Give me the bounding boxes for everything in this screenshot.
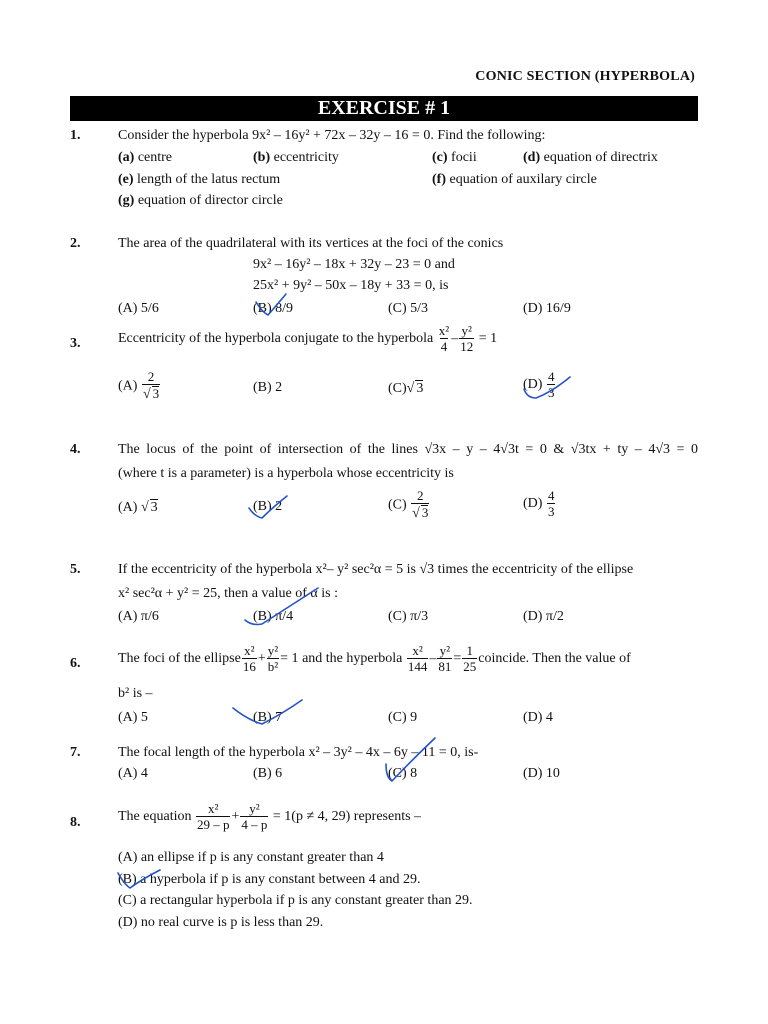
question-number: 2. (70, 236, 81, 251)
denominator: 81 (438, 658, 452, 674)
fraction-y2-over-b2 (267, 644, 279, 673)
numerator: x² (208, 801, 219, 816)
numerator: x² (412, 643, 423, 658)
option-b: (B) π/4 (253, 609, 294, 624)
fraction-x2-over-4 (438, 324, 450, 353)
part-label: (d) (523, 150, 541, 165)
question-stem-line-1 (118, 644, 631, 673)
part-label: (b) (253, 150, 271, 165)
option-b: (B) 2 (253, 499, 283, 514)
question-number: 1. (70, 128, 81, 143)
exercise-banner: EXERCISE # 1 (70, 96, 698, 121)
question-number: 4. (70, 442, 81, 457)
denominator: 25 (463, 658, 477, 674)
equals-sign: = (453, 650, 462, 666)
minus-sign: – (429, 650, 437, 666)
part-label: (a) (118, 150, 135, 165)
denominator: 4 – p (241, 816, 268, 832)
part-b (253, 150, 339, 166)
radicand: 3 (152, 385, 160, 401)
question-stem (118, 324, 497, 353)
option-a (118, 370, 161, 402)
denominator: 16 (242, 658, 256, 674)
option-b: (B) 6 (253, 766, 283, 781)
option-c: (C) 5/3 (388, 301, 429, 316)
option-a: (A) 5 (118, 710, 148, 725)
numerator: y² (439, 643, 451, 658)
numerator: 4 (547, 369, 555, 384)
part-a (118, 150, 172, 166)
plus-sign: + (231, 808, 240, 824)
question-stem (118, 802, 421, 831)
option-c: (C) 9 (388, 710, 418, 725)
option-a: (A) an ellipse if p is any constant greater than 4 (118, 850, 384, 865)
fraction-1-over-25 (462, 644, 477, 673)
question-7 (70, 745, 700, 790)
option-a: (A) 5/6 (118, 301, 159, 316)
option-b: (B) 8/9 (253, 301, 294, 316)
option-b: (B) 7 (253, 710, 283, 725)
radicand: 3 (421, 504, 429, 520)
numerator: x² (244, 643, 255, 658)
fraction-y2-over-4-minus-p (240, 802, 268, 831)
part-d (523, 150, 658, 166)
denominator: 3 (547, 384, 555, 400)
numerator: y² (267, 643, 279, 658)
denominator: 12 (460, 338, 474, 354)
option-a: (A) 4 (118, 766, 148, 781)
stem-text: coincide. Then the value of (478, 650, 631, 666)
radicand: 3 (150, 500, 158, 515)
part-text: equation of director circle (134, 193, 283, 208)
stem-text: The equation (118, 808, 192, 824)
option-d: (D) 16/9 (523, 301, 571, 316)
option-label: (C) (388, 497, 407, 513)
option-d: (D) no real curve is p is less than 29. (118, 915, 324, 930)
denominator: √ 3 (412, 504, 429, 521)
option-label: (D) (523, 495, 543, 511)
numerator: 4 (547, 488, 555, 503)
question-stem-line-1: The locus of the point of intersection of the lines √3x – y – 4√3t = 0 & √3tx + ty – 4√3 = 0 (118, 442, 698, 457)
part-label: (e) (118, 172, 134, 187)
option-b: (B) 2 (253, 380, 283, 395)
question-number: 6. (70, 656, 81, 671)
option-label: (A) (118, 500, 138, 515)
denominator: 144 (407, 658, 428, 674)
option-a: (A) π/6 (118, 609, 159, 624)
question-stem: Consider the hyperbola 9x² – 16y² + 72x – 32y – 16 = 0. Find the following: (118, 128, 546, 143)
numerator: 2 (417, 488, 424, 503)
denominator: 3 (547, 503, 555, 519)
denominator: √ 3 (142, 385, 160, 402)
fraction-y2-over-81 (437, 644, 452, 673)
conic-equation-2: 25x² + 9y² – 50x – 18y + 33 = 0, is (253, 278, 449, 293)
part-g (118, 193, 283, 209)
question-stem-line-2: x² sec²α + y² = 25, then a value of α is : (118, 586, 338, 601)
option-label: (D) (523, 376, 543, 392)
option-c: (C) 8 (388, 766, 418, 781)
question-8 (70, 800, 700, 935)
option-b: (B) a hyperbola if p is any constant between 4 and 29. (118, 872, 421, 887)
part-label: (f) (432, 172, 446, 187)
part-text: equation of auxilary circle (446, 172, 597, 187)
question-stem-line-1: If the eccentricity of the hyperbola x²– y² sec²α = 5 is √3 times the eccentricity of the ellipse (118, 562, 634, 577)
numerator: y² (249, 801, 260, 816)
equals-one: = 1 (478, 330, 498, 346)
option-d: (D) 4 (523, 710, 553, 725)
numerator: 1 (466, 643, 474, 658)
numerator: x² (438, 323, 450, 338)
part-text: centre (134, 150, 173, 165)
question-stem-line-2: (where t is a parameter) is a hyperbola whose eccentricity is (118, 466, 454, 481)
option-c: (C) π/3 (388, 609, 429, 624)
option-d: (D) 10 (523, 766, 560, 781)
plus-sign: + (257, 650, 266, 666)
denominator: 29 – p (196, 816, 230, 832)
part-e (118, 172, 280, 188)
numerator: y² (461, 323, 472, 338)
fraction-x2-over-16 (242, 644, 257, 673)
numerator: 2 (147, 369, 155, 384)
fraction-x2-over-29-minus-p (196, 802, 231, 831)
minus-sign: – (451, 330, 459, 346)
stem-text: Eccentricity of the hyperbola conjugate to the hyperbola (118, 330, 434, 346)
part-label: (c) (432, 150, 448, 165)
question-stem: The area of the quadrilateral with its vertices at the foci of the conics (118, 236, 504, 251)
part-c (432, 150, 477, 166)
denominator: b² (267, 658, 279, 674)
option-label: (A) (118, 378, 138, 394)
option-label: (C) (388, 381, 407, 396)
part-text: focii (447, 150, 477, 165)
question-number: 7. (70, 745, 81, 760)
page-header: CONIC SECTION (HYPERBOLA) (475, 69, 695, 84)
option-a: (A) √ 3 (118, 500, 158, 515)
question-stem-line-2: b² is – (118, 686, 153, 701)
conic-equation-1: 9x² – 16y² – 18x + 32y – 23 = 0 and (253, 257, 455, 272)
fraction-2-over-root3 (142, 370, 160, 402)
fraction-x2-over-144 (407, 644, 429, 673)
question-5 (70, 562, 700, 632)
option-c: (C) a rectangular hyperbola if p is any constant greater than 29. (118, 893, 473, 908)
fraction-y2-over-12 (459, 324, 474, 353)
option-d (523, 489, 556, 518)
option-d (523, 370, 556, 399)
fraction-2-over-root3 (411, 489, 429, 521)
option-c (388, 489, 430, 521)
question-number: 3. (70, 336, 81, 351)
part-text: length of the latus rectum (133, 172, 281, 187)
part-text: eccentricity (270, 150, 339, 165)
part-label: (g) (118, 193, 135, 208)
part-text: equation of directrix (540, 150, 658, 165)
question-6 (70, 642, 700, 732)
stem-text: The foci of the ellipse (118, 650, 241, 666)
fraction-4-over-3 (547, 489, 556, 518)
question-3 (70, 322, 700, 412)
denominator: 4 (440, 338, 448, 354)
stem-text: = 1(p ≠ 4, 29) represents – (272, 808, 422, 824)
part-f (432, 172, 597, 188)
stem-text: and the hyperbola (302, 650, 403, 666)
option-d: (D) π/2 (523, 609, 564, 624)
question-2 (70, 236, 700, 321)
question-number: 8. (70, 815, 81, 830)
equals-one: = 1 (280, 650, 299, 666)
question-4 (70, 442, 700, 532)
option-c: (C)√ 3 (388, 381, 424, 396)
question-1 (70, 128, 700, 213)
question-stem: The focal length of the hyperbola x² – 3y² – 4x – 6y – 11 = 0, is- (118, 745, 479, 760)
radicand: 3 (416, 381, 424, 396)
question-number: 5. (70, 562, 81, 577)
fraction-4-over-3 (547, 370, 556, 399)
